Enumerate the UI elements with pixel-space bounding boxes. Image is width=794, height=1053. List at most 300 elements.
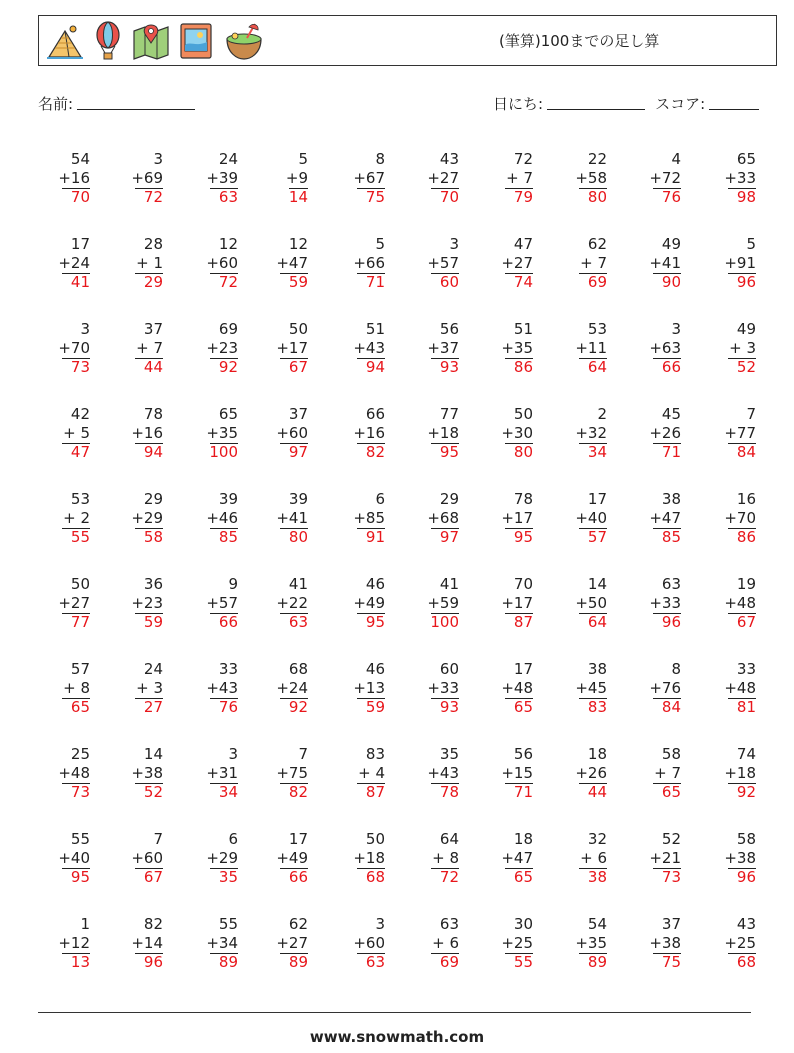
addend-bottom: +40 (58, 849, 90, 867)
answer: 65 (513, 698, 533, 716)
addend-bottom: +45 (575, 679, 607, 697)
addend-top: 69 (218, 320, 238, 338)
addend-top: 19 (736, 575, 756, 593)
addend-bottom: +18 (353, 849, 385, 867)
addend-top: 50 (513, 405, 533, 423)
answer: 84 (661, 698, 681, 716)
addition-problem (696, 234, 756, 294)
addend-bottom: +47 (276, 254, 308, 272)
addend-top: 83 (365, 745, 385, 763)
addend-bottom: +41 (276, 509, 308, 527)
addend-bottom: +70 (58, 339, 90, 357)
addend-bottom: +30 (501, 424, 533, 442)
answer: 86 (736, 528, 756, 546)
addition-problem (696, 744, 756, 804)
addend-bottom: + 2 (63, 509, 90, 527)
addition-problem (696, 319, 756, 379)
addend-bottom: +43 (206, 679, 238, 697)
addend-bottom: +18 (427, 424, 459, 442)
addend-bottom: +17 (276, 339, 308, 357)
addition-problem (547, 234, 607, 294)
name-field (38, 93, 195, 114)
addend-top: 5 (298, 150, 308, 168)
addition-problem (547, 914, 607, 974)
name-label: 名前: (38, 95, 74, 113)
addition-problem (178, 659, 238, 719)
addition-problem (325, 489, 385, 549)
addend-top: 7 (153, 830, 163, 848)
answer: 92 (736, 783, 756, 801)
addend-bottom: + 5 (63, 424, 90, 442)
addend-bottom: +26 (575, 764, 607, 782)
addend-top: 37 (288, 405, 308, 423)
addend-bottom: +69 (131, 169, 163, 187)
addition-problem (103, 574, 163, 634)
addend-top: 65 (736, 150, 756, 168)
addend-bottom: +66 (353, 254, 385, 272)
answer: 65 (513, 868, 533, 886)
answer: 86 (513, 358, 533, 376)
addition-problem (248, 234, 308, 294)
addend-top: 8 (671, 660, 681, 678)
addend-top: 62 (587, 235, 607, 253)
addend-bottom: + 7 (506, 169, 533, 187)
icon-strip (45, 21, 265, 61)
addend-top: 3 (228, 745, 238, 763)
addition-problem (696, 574, 756, 634)
addend-top: 64 (439, 830, 459, 848)
addend-top: 43 (736, 915, 756, 933)
addend-bottom: +16 (58, 169, 90, 187)
addend-top: 29 (143, 490, 163, 508)
addend-bottom: +23 (206, 339, 238, 357)
addition-problem (696, 659, 756, 719)
addend-bottom: +48 (58, 764, 90, 782)
addition-problem (103, 829, 163, 889)
answer: 63 (218, 188, 238, 206)
answer: 76 (661, 188, 681, 206)
answer: 69 (587, 273, 607, 291)
addend-bottom: +25 (724, 934, 756, 952)
pyramid-icon (45, 21, 85, 61)
addend-top: 58 (736, 830, 756, 848)
addend-top: 18 (587, 745, 607, 763)
addend-top: 6 (228, 830, 238, 848)
addend-bottom: +35 (206, 424, 238, 442)
answer: 52 (736, 358, 756, 376)
addition-problem (621, 234, 681, 294)
addend-bottom: +59 (427, 594, 459, 612)
addend-top: 24 (143, 660, 163, 678)
answer: 72 (143, 188, 163, 206)
addition-problem (547, 319, 607, 379)
addition-problem (473, 489, 533, 549)
addition-problem (547, 404, 607, 464)
addition-problem (696, 149, 756, 209)
addend-top: 63 (661, 575, 681, 593)
addition-problem (399, 744, 459, 804)
addend-bottom: +13 (353, 679, 385, 697)
addition-problem (248, 489, 308, 549)
addition-problem (399, 574, 459, 634)
addition-problem (547, 829, 607, 889)
addition-problem (473, 829, 533, 889)
addend-bottom: +49 (353, 594, 385, 612)
addition-problem (621, 659, 681, 719)
answer: 75 (661, 953, 681, 971)
addition-problem (473, 404, 533, 464)
header-box (38, 15, 777, 66)
addend-top: 30 (513, 915, 533, 933)
worksheet-title: (筆算)100までの足し算 (499, 32, 660, 50)
answer: 76 (218, 698, 238, 716)
addend-top: 3 (375, 915, 385, 933)
answer: 90 (661, 273, 681, 291)
addend-bottom: +27 (501, 254, 533, 272)
answer: 97 (439, 528, 459, 546)
answer: 89 (587, 953, 607, 971)
addend-bottom: + 6 (580, 849, 607, 867)
addend-bottom: +27 (58, 594, 90, 612)
answer: 87 (365, 783, 385, 801)
answer: 95 (70, 868, 90, 886)
answer: 64 (587, 358, 607, 376)
addend-bottom: +27 (427, 169, 459, 187)
addend-top: 22 (587, 150, 607, 168)
answer: 67 (736, 613, 756, 631)
answer: 89 (288, 953, 308, 971)
addend-bottom: +14 (131, 934, 163, 952)
addend-top: 52 (661, 830, 681, 848)
answer: 66 (218, 613, 238, 631)
answer: 83 (587, 698, 607, 716)
addend-top: 8 (375, 150, 385, 168)
addition-problem (325, 659, 385, 719)
answer: 95 (513, 528, 533, 546)
addend-top: 3 (153, 150, 163, 168)
answer: 60 (439, 273, 459, 291)
addend-bottom: +31 (206, 764, 238, 782)
addend-bottom: +49 (276, 849, 308, 867)
addend-bottom: +77 (724, 424, 756, 442)
addition-problem (178, 744, 238, 804)
addend-bottom: +46 (206, 509, 238, 527)
addend-bottom: +57 (427, 254, 459, 272)
answer: 71 (365, 273, 385, 291)
addend-bottom: +91 (724, 254, 756, 272)
addend-bottom: +38 (649, 934, 681, 952)
addend-bottom: +23 (131, 594, 163, 612)
answer: 97 (288, 443, 308, 461)
addend-top: 78 (513, 490, 533, 508)
addend-top: 1 (80, 915, 90, 933)
addition-problem (547, 659, 607, 719)
addition-problem (399, 914, 459, 974)
addition-problem (696, 914, 756, 974)
addition-problem (30, 659, 90, 719)
addend-bottom: +60 (131, 849, 163, 867)
addend-bottom: +12 (58, 934, 90, 952)
addend-bottom: +25 (501, 934, 533, 952)
addend-top: 41 (288, 575, 308, 593)
addend-top: 50 (288, 320, 308, 338)
addend-top: 16 (736, 490, 756, 508)
addend-top: 32 (587, 830, 607, 848)
addition-problem (399, 659, 459, 719)
addition-problem (473, 234, 533, 294)
addition-problem (178, 404, 238, 464)
answer: 79 (513, 188, 533, 206)
addend-bottom: +21 (649, 849, 681, 867)
addend-top: 49 (661, 235, 681, 253)
answer: 85 (661, 528, 681, 546)
addend-bottom: +35 (575, 934, 607, 952)
answer: 95 (365, 613, 385, 631)
addition-problem (103, 404, 163, 464)
addend-bottom: +32 (575, 424, 607, 442)
addend-top: 78 (143, 405, 163, 423)
addend-top: 5 (746, 235, 756, 253)
addend-bottom: + 7 (654, 764, 681, 782)
addend-bottom: +16 (353, 424, 385, 442)
addition-problem (248, 659, 308, 719)
answer: 68 (365, 868, 385, 886)
score-blank[interactable] (709, 95, 759, 110)
addend-bottom: +58 (575, 169, 607, 187)
addend-top: 72 (513, 150, 533, 168)
addend-top: 45 (661, 405, 681, 423)
addition-problem (473, 659, 533, 719)
addition-problem (30, 489, 90, 549)
answer: 70 (70, 188, 90, 206)
answer: 67 (288, 358, 308, 376)
addition-problem (621, 319, 681, 379)
answer: 68 (736, 953, 756, 971)
addend-top: 17 (587, 490, 607, 508)
addition-problem (621, 489, 681, 549)
addend-top: 9 (228, 575, 238, 593)
addend-top: 66 (365, 405, 385, 423)
addend-bottom: +35 (501, 339, 533, 357)
addend-bottom: +17 (501, 509, 533, 527)
answer: 59 (365, 698, 385, 716)
addend-bottom: +47 (649, 509, 681, 527)
addition-problem (103, 234, 163, 294)
answer: 89 (218, 953, 238, 971)
date-label: 日にち: (493, 95, 544, 113)
addend-top: 18 (513, 830, 533, 848)
answer: 80 (587, 188, 607, 206)
answer: 72 (218, 273, 238, 291)
addition-problem (399, 149, 459, 209)
addition-problem (325, 829, 385, 889)
answer: 73 (70, 783, 90, 801)
addend-bottom: +63 (649, 339, 681, 357)
addend-top: 82 (143, 915, 163, 933)
addend-bottom: +9 (285, 169, 308, 187)
answer: 67 (143, 868, 163, 886)
photo-frame-icon (178, 21, 216, 61)
addition-problem (30, 149, 90, 209)
addition-problem (103, 914, 163, 974)
addition-problem (178, 149, 238, 209)
addend-bottom: +48 (724, 679, 756, 697)
addend-top: 37 (143, 320, 163, 338)
addend-top: 3 (671, 320, 681, 338)
addend-top: 36 (143, 575, 163, 593)
answer: 94 (365, 358, 385, 376)
addition-problem (248, 404, 308, 464)
addend-bottom: + 3 (136, 679, 163, 697)
addend-bottom: +57 (206, 594, 238, 612)
addend-bottom: +43 (353, 339, 385, 357)
addend-bottom: + 4 (358, 764, 385, 782)
footer-website: www.snowmath.com (309, 1028, 485, 1046)
addition-problem (325, 744, 385, 804)
addend-top: 58 (661, 745, 681, 763)
answer: 92 (218, 358, 238, 376)
map-icon (131, 21, 171, 61)
addition-problem (178, 914, 238, 974)
answer: 85 (218, 528, 238, 546)
addition-problem (621, 744, 681, 804)
answer: 66 (288, 868, 308, 886)
addend-top: 50 (365, 830, 385, 848)
addend-bottom: +38 (724, 849, 756, 867)
addend-bottom: +33 (649, 594, 681, 612)
answer: 80 (288, 528, 308, 546)
addition-problem (178, 574, 238, 634)
addend-top: 25 (70, 745, 90, 763)
addend-top: 5 (375, 235, 385, 253)
addend-top: 39 (288, 490, 308, 508)
addend-top: 46 (365, 575, 385, 593)
answer: 93 (439, 358, 459, 376)
addend-bottom: + 7 (580, 254, 607, 272)
addend-bottom: +33 (724, 169, 756, 187)
answer: 44 (587, 783, 607, 801)
addend-top: 70 (513, 575, 533, 593)
answer: 38 (587, 868, 607, 886)
addition-problem (178, 319, 238, 379)
addition-problem (325, 234, 385, 294)
addition-problem (248, 829, 308, 889)
coconut-drink-icon (223, 21, 265, 61)
addend-bottom: +22 (276, 594, 308, 612)
addend-top: 38 (587, 660, 607, 678)
addend-top: 37 (661, 915, 681, 933)
addend-top: 42 (70, 405, 90, 423)
addend-bottom: +15 (501, 764, 533, 782)
addend-bottom: +38 (131, 764, 163, 782)
answer: 64 (587, 613, 607, 631)
addend-top: 51 (513, 320, 533, 338)
addend-bottom: +67 (353, 169, 385, 187)
addition-problem (30, 404, 90, 464)
addend-bottom: +60 (353, 934, 385, 952)
answer: 92 (288, 698, 308, 716)
answer: 96 (143, 953, 163, 971)
answer: 73 (70, 358, 90, 376)
answer: 55 (70, 528, 90, 546)
addition-problem (248, 319, 308, 379)
answer: 77 (70, 613, 90, 631)
addend-bottom: +34 (206, 934, 238, 952)
addition-problem (103, 149, 163, 209)
addend-top: 29 (439, 490, 459, 508)
answer: 34 (587, 443, 607, 461)
addition-problem (248, 574, 308, 634)
addition-problem (399, 489, 459, 549)
addition-problem (399, 829, 459, 889)
addition-problem (325, 914, 385, 974)
addend-bottom: +29 (206, 849, 238, 867)
addend-top: 6 (375, 490, 385, 508)
addition-problem (248, 744, 308, 804)
addition-problem (103, 489, 163, 549)
addend-bottom: +29 (131, 509, 163, 527)
answer: 66 (661, 358, 681, 376)
addition-problem (547, 489, 607, 549)
addend-bottom: + 3 (729, 339, 756, 357)
answer: 95 (439, 443, 459, 461)
addend-top: 68 (288, 660, 308, 678)
addend-top: 28 (143, 235, 163, 253)
answer: 96 (736, 868, 756, 886)
addend-top: 63 (439, 915, 459, 933)
addend-top: 49 (736, 320, 756, 338)
name-blank[interactable] (77, 95, 195, 110)
addend-bottom: +68 (427, 509, 459, 527)
addition-problem (621, 914, 681, 974)
addend-top: 3 (449, 235, 459, 253)
answer: 94 (143, 443, 163, 461)
addend-bottom: +37 (427, 339, 459, 357)
addend-bottom: +24 (276, 679, 308, 697)
addition-problem (621, 574, 681, 634)
addition-problem (103, 659, 163, 719)
addend-bottom: +60 (206, 254, 238, 272)
addition-problem (178, 829, 238, 889)
addend-bottom: + 6 (432, 934, 459, 952)
addend-top: 33 (218, 660, 238, 678)
answer: 59 (288, 273, 308, 291)
addend-top: 12 (288, 235, 308, 253)
addition-problem (696, 489, 756, 549)
addend-top: 77 (439, 405, 459, 423)
answer: 78 (439, 783, 459, 801)
addition-problem (30, 829, 90, 889)
addend-top: 55 (218, 915, 238, 933)
addition-problem (547, 744, 607, 804)
addition-problem (696, 404, 756, 464)
addend-top: 41 (439, 575, 459, 593)
answer: 82 (365, 443, 385, 461)
addition-problem (399, 234, 459, 294)
addend-top: 53 (587, 320, 607, 338)
addend-bottom: +43 (427, 764, 459, 782)
addend-bottom: +75 (276, 764, 308, 782)
addend-top: 7 (298, 745, 308, 763)
addend-top: 24 (218, 150, 238, 168)
addition-problem (178, 234, 238, 294)
answer: 96 (661, 613, 681, 631)
answer: 81 (736, 698, 756, 716)
addition-problem (30, 914, 90, 974)
date-blank[interactable] (547, 95, 645, 110)
addend-bottom: +70 (724, 509, 756, 527)
addend-top: 56 (513, 745, 533, 763)
